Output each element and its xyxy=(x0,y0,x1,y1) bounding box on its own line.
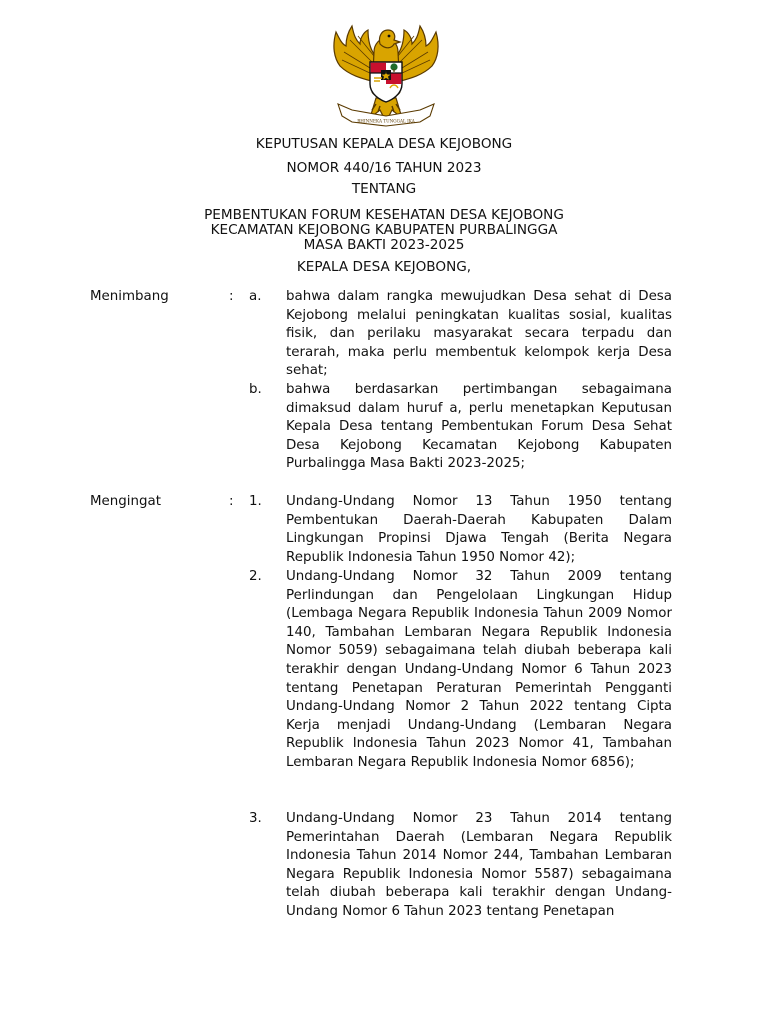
item-marker: 2. xyxy=(249,569,262,584)
item-text: Undang-Undang Nomor 13 Tahun 1950 tentang Pembentukan Daerah-Daerah Kabupaten Dalam Lingkungan Propinsi Djawa Tengah (Berita Negara Republik Indonesia Tahun 1950 Nomor 42); xyxy=(286,494,672,565)
emblem-motto: BHINNEKA TUNGGAL IKA xyxy=(357,118,415,124)
decree-title: KEPUTUSAN KEPALA DESA KEJOBONG xyxy=(255,136,513,152)
mengingat-label: Mengingat xyxy=(90,494,161,509)
garuda-emblem-icon xyxy=(330,22,442,130)
item-marker: a. xyxy=(249,289,262,304)
item-marker: 3. xyxy=(249,811,262,826)
decree-subject-line-1: PEMBENTUKAN FORUM KESEHATAN DESA KEJOBONG xyxy=(204,207,564,223)
decree-about: TENTANG xyxy=(351,181,417,197)
decree-subject-line-2: KECAMATAN KEJOBONG KABUPATEN PURBALINGGA xyxy=(210,222,558,238)
menimbang-label: Menimbang xyxy=(90,289,169,304)
item-text: Undang-Undang Nomor 23 Tahun 2014 tentang Pemerintahan Daerah (Lembaran Negara Republik Indonesia Tahun 2014 Nomor 244, Tambahan Lembaran Negara Republik Indonesia Nomor 5587) sebagaimana telah diubah beberapa kali terakhir dengan Undang-Undang Nomor 6 Tahun 2023 tentang Penetapan xyxy=(286,811,672,919)
item-marker: 1. xyxy=(249,494,262,509)
mengingat-colon: : xyxy=(229,494,234,509)
item-marker: b. xyxy=(249,382,262,397)
item-text: bahwa dalam rangka mewujudkan Desa sehat di Desa Kejobong melalui peningkatan kualitas sosial, kualitas fisik, dan perilaku masyarakat secara terpadu dan terarah, maka perlu membentuk kelompok kerja Desa sehat; xyxy=(286,289,672,379)
item-text: bahwa berdasarkan pertimbangan sebagaimana dimaksud dalam huruf a, perlu menetapkan Keputusan Kepala Desa tentang Pembentukan Forum Desa Sehat Desa Kejobong Kecamatan Kejobong Kabupaten Purbalingga Masa Bakti 2023-2025; xyxy=(286,382,672,472)
decree-number: NOMOR 440/16 TAHUN 2023 xyxy=(286,160,482,176)
decree-subject-line-3: MASA BAKTI 2023-2025 xyxy=(303,237,465,253)
item-text: Undang-Undang Nomor 32 Tahun 2009 tentang Perlindungan dan Pengelolaan Lingkungan Hidup (Lembaga Negara Republik Indonesia Tahun 2009 Nomor 140, Tambahan Lembaran Negara Republik Indonesia Nomor 5059) sebagaimana telah diubah beberapa kali terakhir dengan Undang-Undang Nomor 6 Tahun 2023 tentang Penetapan Peraturan Pemerintah Pengganti Undang-Undang Nomor 2 Tahun 2022 tentang Cipta Kerja menjadi Undang-Undang (Lembaran Negara Republik Indonesia Tahun 2023 Nomor 41, Tambahan Lembaran Negara Republik Indonesia Nomor 6856); xyxy=(286,569,672,770)
menimbang-colon: : xyxy=(229,289,234,304)
decree-issuer: KEPALA DESA KEJOBONG, xyxy=(296,259,472,275)
